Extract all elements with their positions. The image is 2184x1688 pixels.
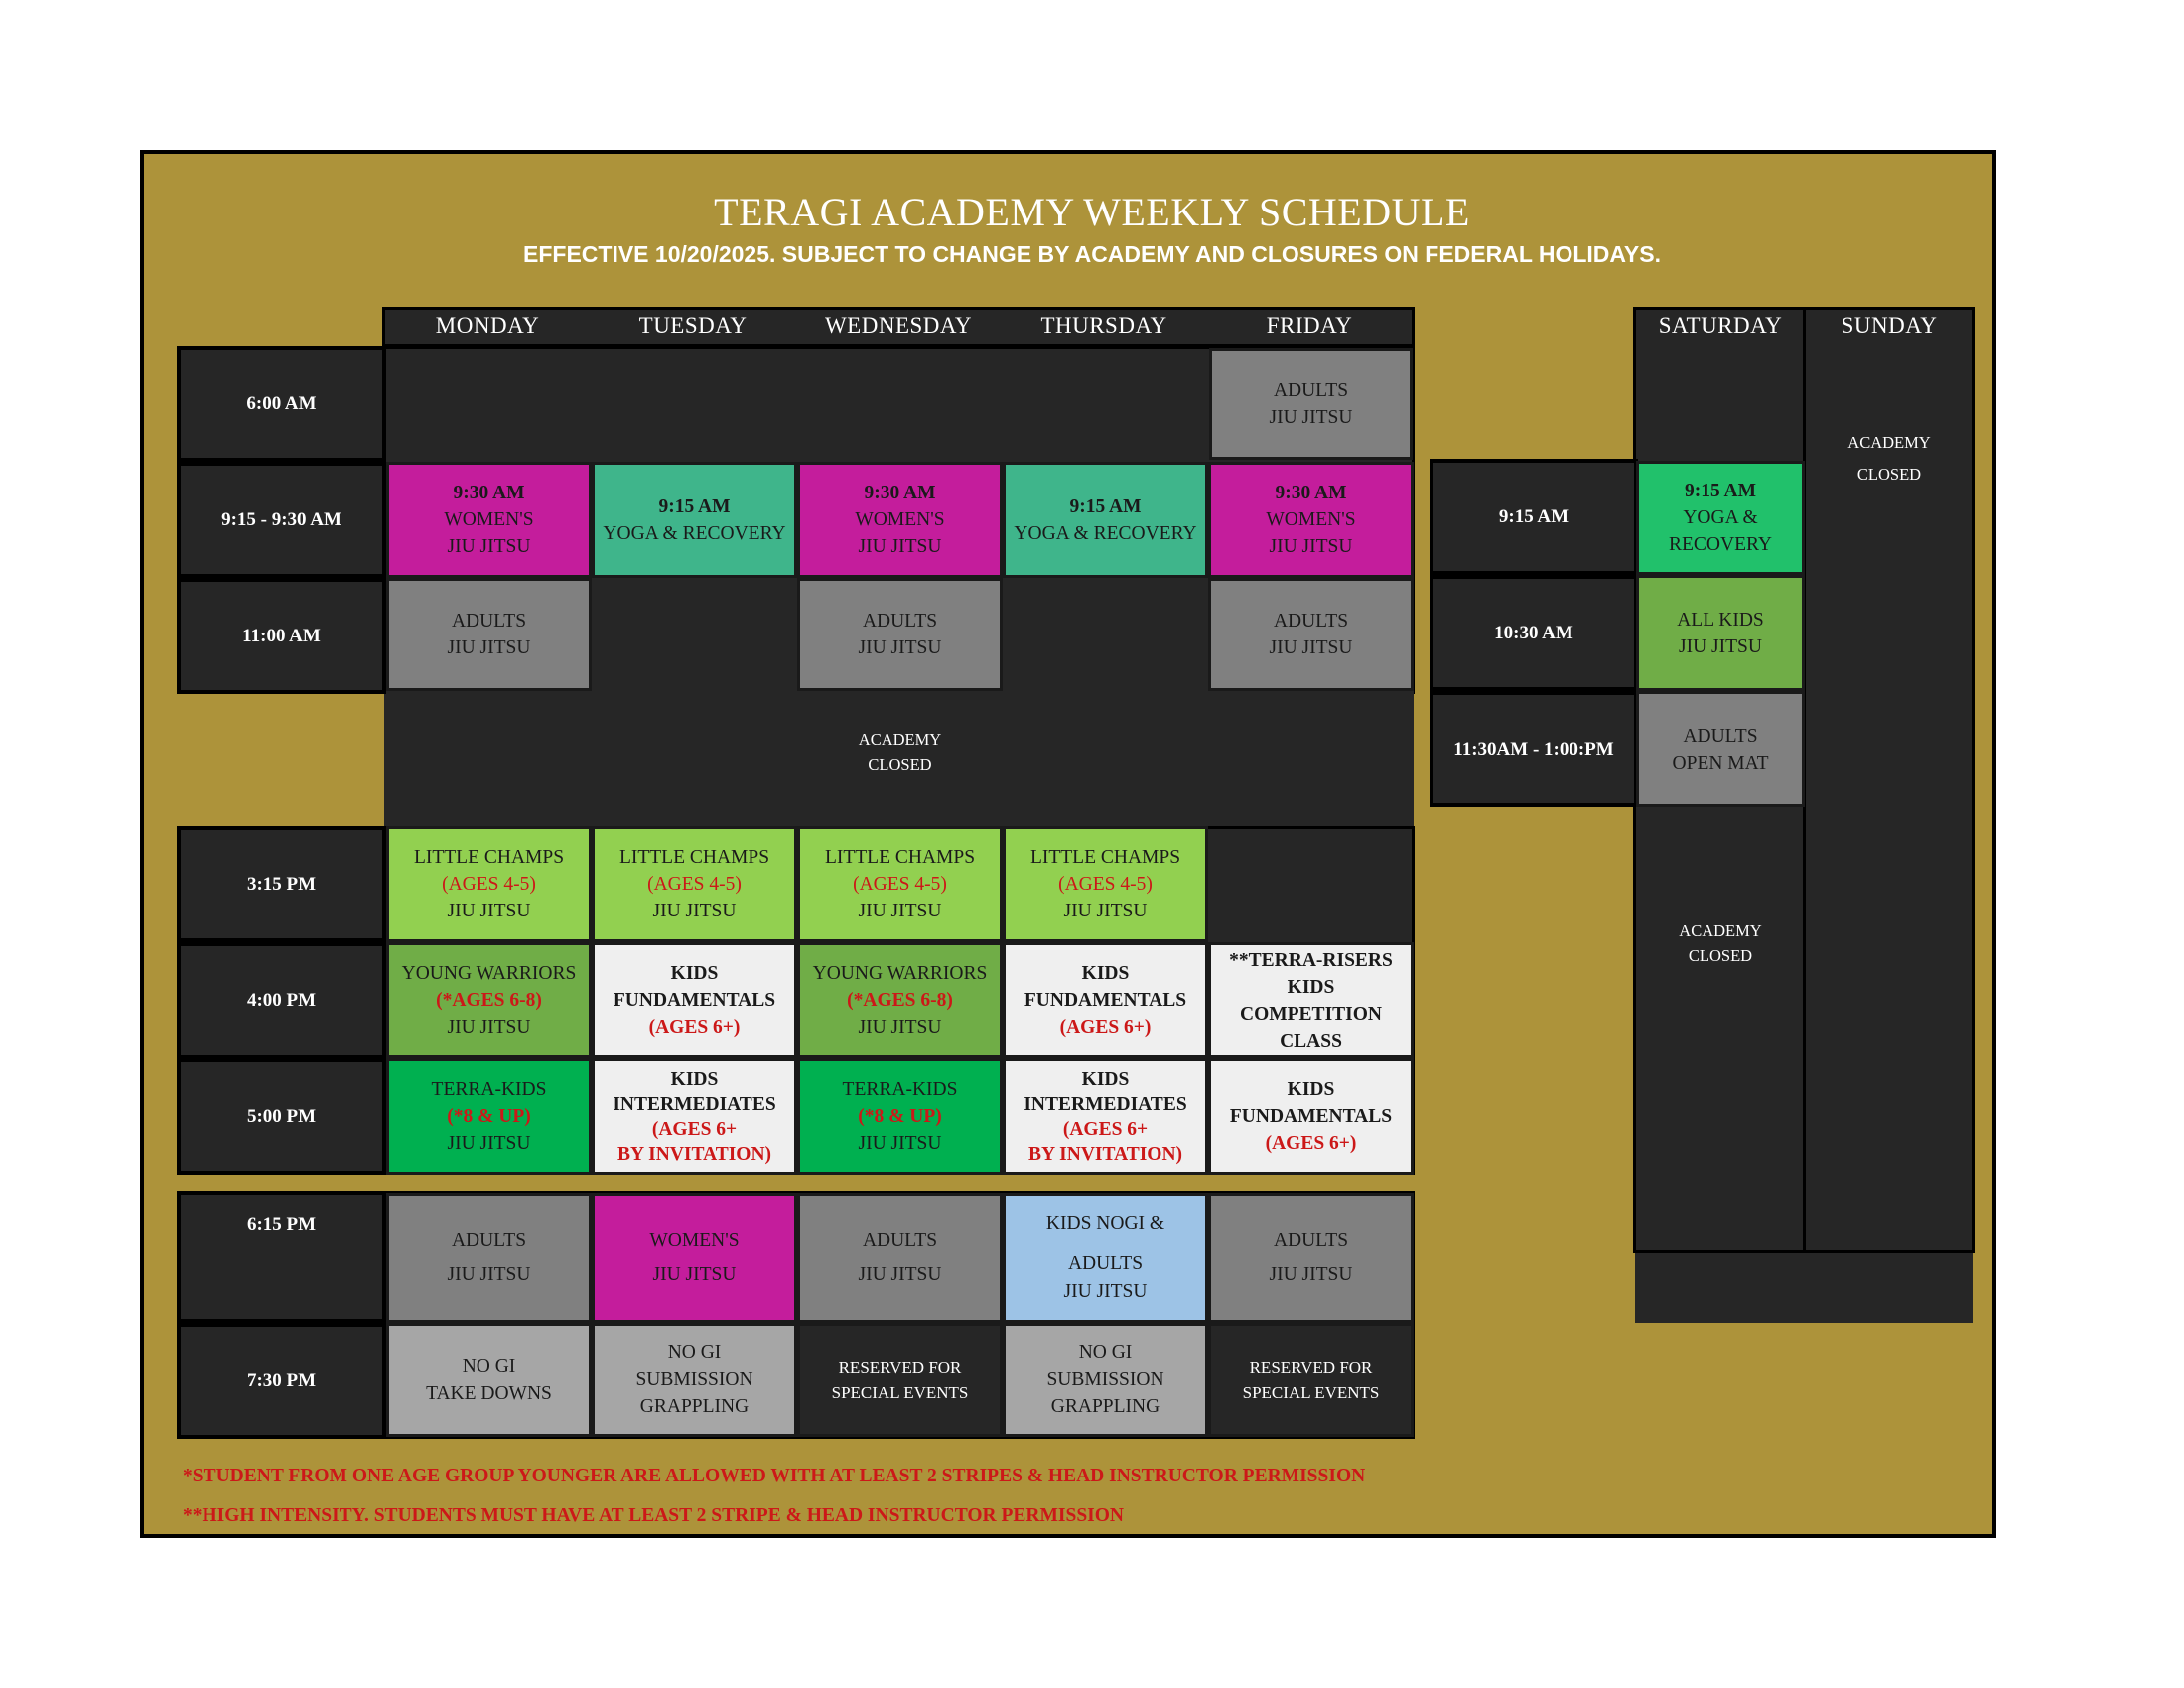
page-title: TERAGI ACADEMY WEEKLY SCHEDULE xyxy=(714,190,1470,234)
footnote-age-group: *STUDENT FROM ONE AGE GROUP YOUNGER ARE ALLOWED WITH AT LEAST 2 STRIPES & HEAD INSTRUCTOR PERMISSION xyxy=(183,1466,1366,1486)
time-label: 6:00 AM xyxy=(177,346,386,462)
class-cell-mon-500: TERRA-KIDS (*8 & UP) JIU JITSU xyxy=(386,1058,592,1175)
time-label: 11:00 AM xyxy=(177,578,386,694)
class-cell-sat-915: 9:15 AM YOGA & RECOVERY xyxy=(1636,461,1805,575)
class-cell-tue-500: KIDS INTERMEDIATES (AGES 6+ BY INVITATION) xyxy=(592,1058,797,1175)
class-cell-mon-615: ADULTS JIU JITSU xyxy=(386,1193,592,1323)
class-cell-thu-500: KIDS INTERMEDIATES (AGES 6+ BY INVITATION) xyxy=(1003,1058,1208,1175)
class-cell-tue-315: LITTLE CHAMPS (AGES 4-5) JIU JITSU xyxy=(592,826,797,942)
weekend-time-label: 9:15 AM xyxy=(1430,459,1638,575)
class-cell-mon-315: LITTLE CHAMPS (AGES 4-5) JIU JITSU xyxy=(386,826,592,942)
class-cell-thu-915: 9:15 AM YOGA & RECOVERY xyxy=(1003,462,1208,578)
time-label: 9:15 - 9:30 AM xyxy=(177,462,386,578)
class-cell-wed-315: LITTLE CHAMPS (AGES 4-5) JIU JITSU xyxy=(797,826,1003,942)
day-header-sunday: SUNDAY xyxy=(1841,313,1938,338)
time-label: 6:15 PM xyxy=(177,1191,386,1323)
class-cell-tue-400: KIDS FUNDAMENTALS (AGES 6+) xyxy=(592,942,797,1058)
day-header-friday: FRIDAY xyxy=(1266,313,1353,338)
day-header-wednesday: WEDNESDAY xyxy=(824,313,973,338)
class-cell-thu-730: NO GI SUBMISSION GRAPPLING xyxy=(1003,1323,1208,1437)
class-cell-fri-915: 9:30 AM WOMEN'S JIU JITSU xyxy=(1208,462,1414,578)
day-header-thursday: THURSDAY xyxy=(1040,313,1167,338)
class-cell-tue-615: WOMEN'S JIU JITSU xyxy=(592,1193,797,1323)
time-label: 7:30 PM xyxy=(177,1323,386,1439)
class-cell-fri-400: **TERRA-RISERS KIDS COMPETITION CLASS xyxy=(1208,942,1414,1058)
time-label: 5:00 PM xyxy=(177,1058,386,1175)
class-cell-wed-400: YOUNG WARRIORS (*AGES 6-8) JIU JITSU xyxy=(797,942,1003,1058)
class-cell-tue-730: NO GI SUBMISSION GRAPPLING xyxy=(592,1323,797,1437)
class-cell-fri-1100: ADULTS JIU JITSU xyxy=(1208,578,1414,691)
class-cell-fri-600: ADULTS JIU JITSU xyxy=(1209,348,1413,460)
footnote-high-intensity: **HIGH INTENSITY. STUDENTS MUST HAVE AT LEAST 2 STRIPE & HEAD INSTRUCTOR PERMISSION xyxy=(183,1505,1125,1526)
time-label: 3:15 PM xyxy=(177,826,386,942)
time-label: 4:00 PM xyxy=(177,942,386,1058)
class-cell-wed-500: TERRA-KIDS (*8 & UP) JIU JITSU xyxy=(797,1058,1003,1175)
midday-academy-closed: ACADEMY CLOSED xyxy=(858,730,942,774)
weekend-time-label: 10:30 AM xyxy=(1430,575,1638,691)
weekend-footer-block xyxy=(1635,1253,1973,1323)
class-cell-mon-915: 9:30 AM WOMEN'S JIU JITSU xyxy=(386,462,592,578)
class-cell-thu-400: KIDS FUNDAMENTALS (AGES 6+) xyxy=(1003,942,1208,1058)
class-cell-tue-915: 9:15 AM YOGA & RECOVERY xyxy=(592,462,797,578)
page-subtitle: EFFECTIVE 10/20/2025. SUBJECT TO CHANGE BY ACADEMY AND CLOSURES ON FEDERAL HOLIDAYS. xyxy=(523,241,1661,267)
class-cell-mon-730: NO GI TAKE DOWNS xyxy=(386,1323,592,1437)
saturday-academy-closed: ACADEMY CLOSED xyxy=(1679,921,1762,965)
day-header-monday: MONDAY xyxy=(435,313,540,338)
class-cell-wed-915: 9:30 AM WOMEN'S JIU JITSU xyxy=(797,462,1003,578)
class-cell-wed-730: RESERVED FOR SPECIAL EVENTS xyxy=(797,1323,1003,1437)
class-cell-sat-1030: ALL KIDS JIU JITSU xyxy=(1636,575,1805,691)
sunday-academy-closed: ACADEMY CLOSED xyxy=(1847,433,1931,484)
weekend-time-label: 11:30AM - 1:00:PM xyxy=(1430,691,1638,807)
day-header-saturday: SATURDAY xyxy=(1658,313,1783,338)
class-cell-sat-1130: ADULTS OPEN MAT xyxy=(1636,691,1805,807)
day-header-tuesday: TUESDAY xyxy=(638,313,748,338)
class-cell-mon-400: YOUNG WARRIORS (*AGES 6-8) JIU JITSU xyxy=(386,942,592,1058)
class-cell-fri-730: RESERVED FOR SPECIAL EVENTS xyxy=(1208,1323,1414,1437)
class-cell-mon-1100: ADULTS JIU JITSU xyxy=(386,578,592,691)
class-cell-fri-615: ADULTS JIU JITSU xyxy=(1208,1193,1414,1323)
class-cell-wed-1100: ADULTS JIU JITSU xyxy=(797,578,1003,691)
class-cell-thu-315: LITTLE CHAMPS (AGES 4-5) JIU JITSU xyxy=(1003,826,1208,942)
class-cell-wed-615: ADULTS JIU JITSU xyxy=(797,1193,1003,1323)
class-cell-thu-615: KIDS NOGI & ADULTS JIU JITSU xyxy=(1003,1193,1208,1323)
class-cell-fri-500: KIDS FUNDAMENTALS (AGES 6+) xyxy=(1208,1058,1414,1175)
